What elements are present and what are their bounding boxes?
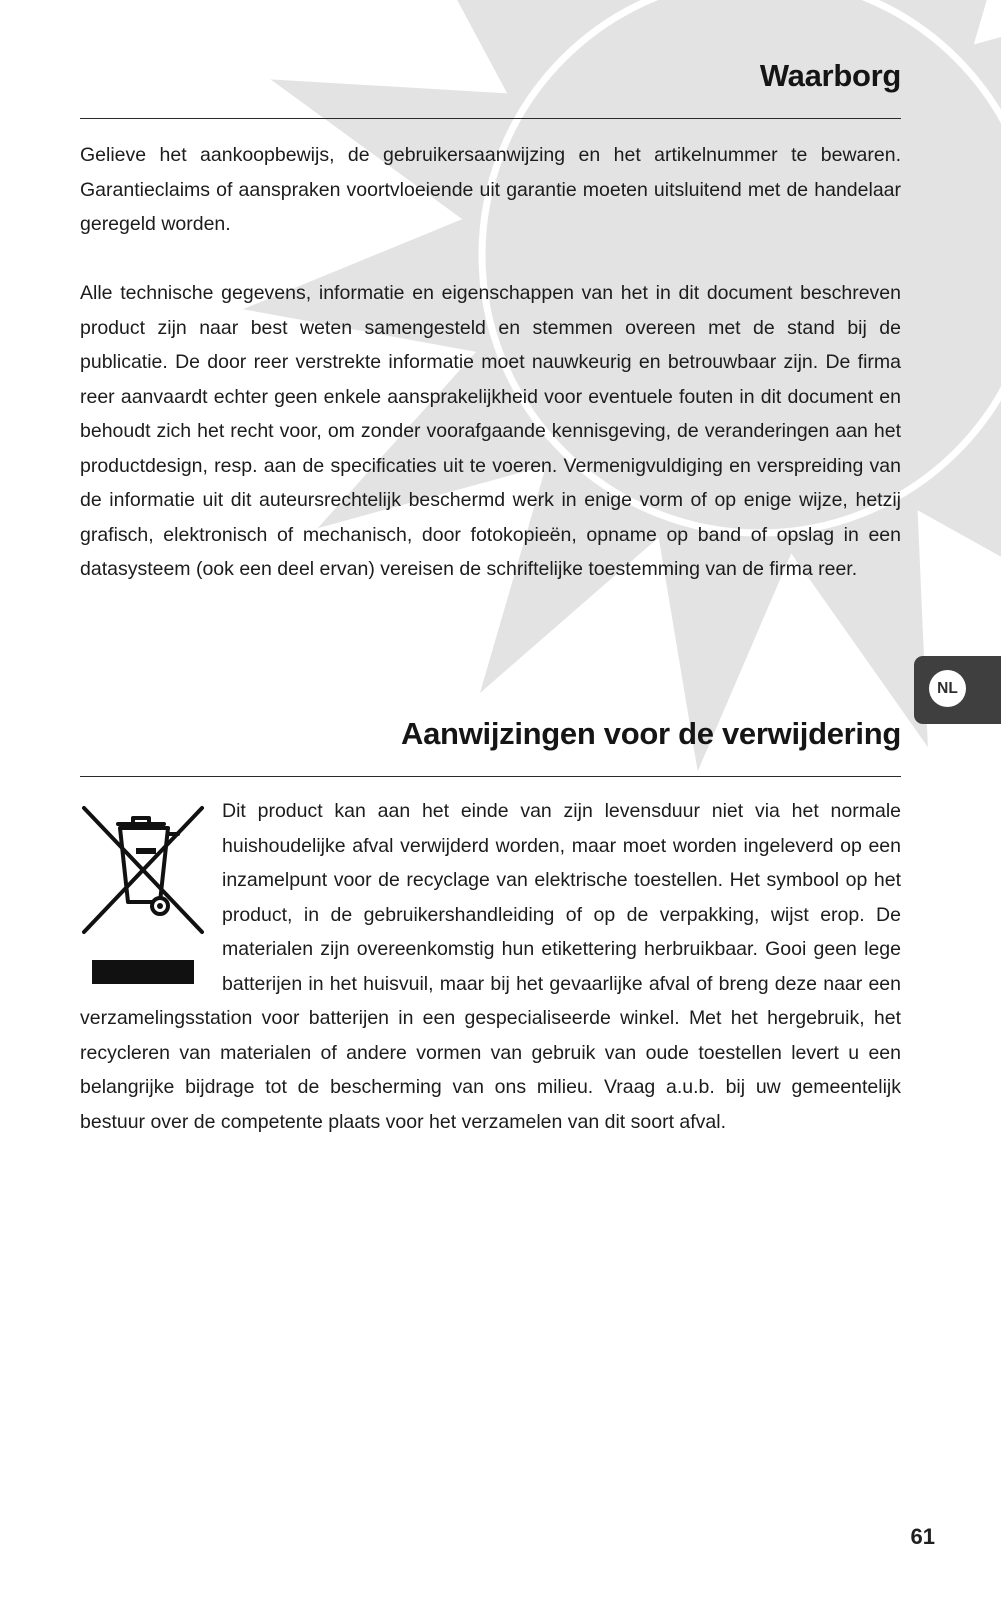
language-tab bbox=[914, 656, 1001, 724]
heading-rule-disposal bbox=[80, 776, 901, 777]
crossed-out-wheelie-bin-icon bbox=[78, 794, 208, 986]
warranty-paragraph-1-text: Gelieve het aankoopbewijs, de gebruikersaanwijzing en het artikelnummer te bewaren. Garantieclaims of aanspraken voortvloeiende uit garantie moeten uitsluitend met de handelaar geregeld worden. bbox=[80, 144, 901, 235]
warranty-paragraph-2-text: Alle technische gegevens, informatie en eigenschappen van het in dit document beschreven product zijn naar best weten samengesteld en stemmen overeen met de stand bij de publicatie. De door reer verstrekte informatie moet nauwkeurig en betrouwbaar zijn. De firma reer aanvaardt echter geen enkele aansprakelijkheid voor eventuele fouten in dit document en behoudt zich het recht voor, om zonder voorafgaande kennisgeving, de veranderingen aan het productdesign, resp. aan de specificaties uit te voeren. Vermenigvuldiging en verspreiding van de informatie uit dit auteursrechtelijk beschermd werk in enige vorm of op enige wijze, hetzij grafisch, elektronisch of mechanisch, door fotokopieën, opname op band of opslag in een datasysteem (ook een deel ervan) vereisen de schriftelijke toestemming van de firma reer. bbox=[80, 282, 901, 580]
heading-rule-warranty bbox=[80, 118, 901, 119]
warranty-paragraph-1 bbox=[80, 138, 901, 242]
page-number: 61 bbox=[910, 1524, 935, 1549]
section-heading-warranty: Waarborg bbox=[759, 58, 901, 93]
section-heading-disposal: Aanwijzingen voor de verwijdering bbox=[401, 716, 901, 751]
disposal-paragraph-text: Dit product kan aan het einde van zijn levensduur niet via het normale huishoudelijke afval verwijderd worden, maar moet worden ingeleverd op een inzamelpunt voor de recyclage van elektrische toestellen. Het symbool op het product, in de gebruikershandleiding of op de verpakking, wijst erop. De materialen zijn overeenkomstig hun etikettering herbruikbaar. Gooi geen lege batterijen in het huisvuil, maar bij het gevaarlijke afval of breng deze naar een verzamelingsstation voor batterijen in een gespecialiseerde winkel. Met het hergebruik, het recycleren van materialen of andere vormen van gebruik van oude toestellen levert u een belangrijke bijdrage tot de bescherming van ons milieu. Vraag a.u.b. bij uw gemeentelijk bestuur over de competente plaats voor het verzamelen van dit soort afval. bbox=[80, 800, 901, 1133]
language-tab-label: NL bbox=[929, 670, 966, 707]
disposal-paragraph bbox=[80, 794, 901, 1139]
warranty-paragraph-2 bbox=[80, 276, 901, 587]
